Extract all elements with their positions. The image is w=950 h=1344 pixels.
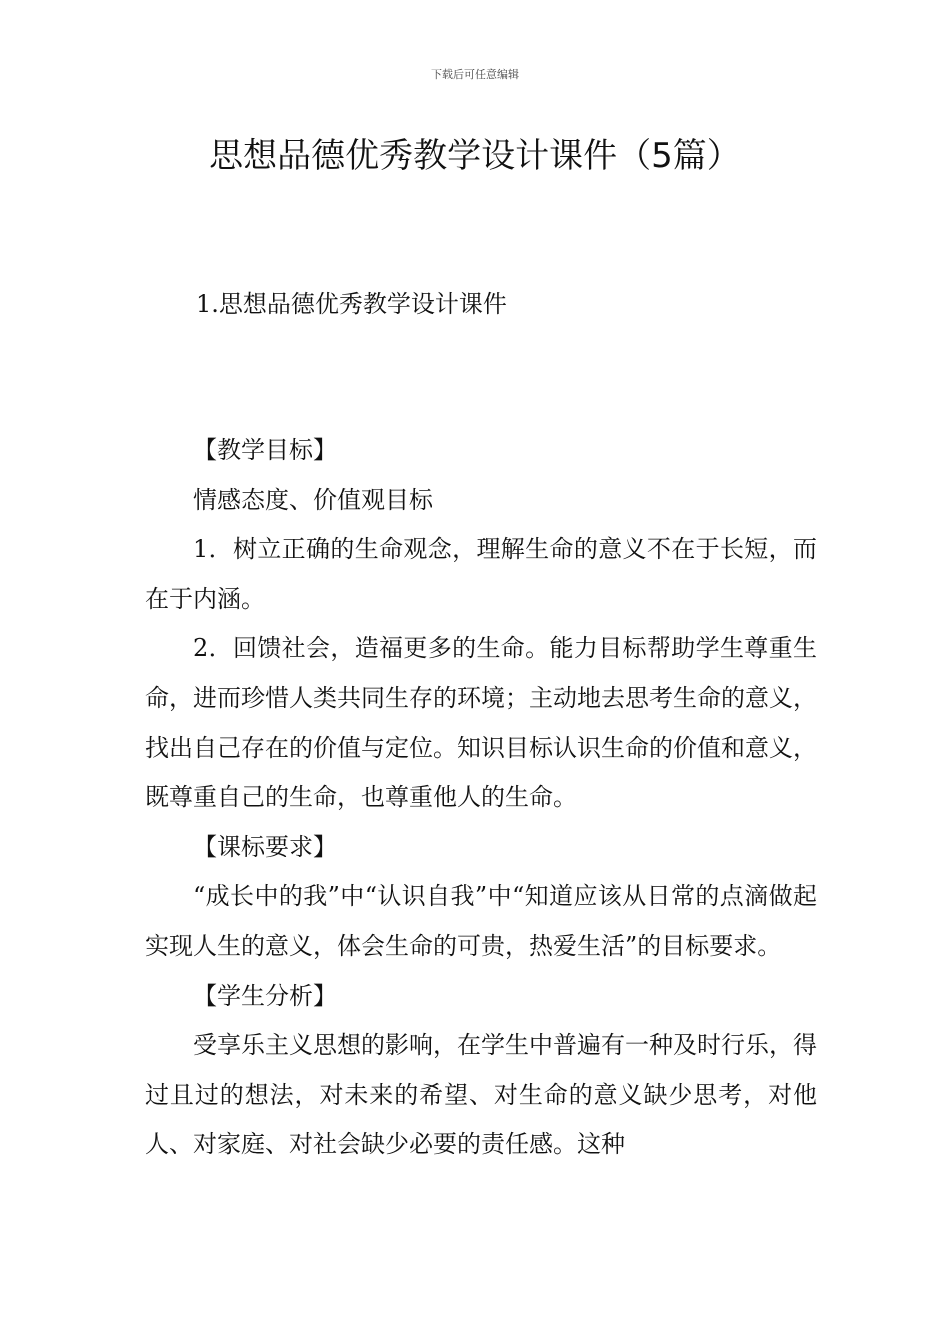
document-title: 思想品德优秀教学设计课件（5篇） <box>209 136 741 176</box>
paragraph-curriculum-requirements: “成长中的我”中“认识自我”中“知道应该从日常的点滴做起实现人生的意义，体会生命的可贵，热爱生活”的目标要求。 <box>145 882 817 960</box>
header-note: 下载后可任意编辑 <box>431 68 519 81</box>
paragraph-student-analysis: 受享乐主义思想的影响，在学生中普遍有一种及时行乐，得过且过的想法，对未来的希望、对生命的意义缺少思考，对他人、对家庭、对社会缺少必要的责任感。这种 <box>145 1031 817 1159</box>
document-body <box>145 426 817 1170</box>
paragraph-goal-1: 1．树立正确的生命观念，理解生命的意义不在于长短，而在于内涵。 <box>145 535 817 613</box>
section-title: 1.思想品德优秀教学设计课件 <box>196 290 507 318</box>
heading-student-analysis: 【学生分析】 <box>193 981 337 1010</box>
paragraph-goal-2: 2．回馈社会，造福更多的生命。能力目标帮助学生尊重生命，进而珍惜人类共同生存的环境；主动地去思考生命的意义，找出自己存在的价值与定位。知识目标认识生命的价值和意义，既尊重自己的生命，也尊重他人的生命。 <box>145 634 817 812</box>
subheading-attitude-goals: 情感态度、价值观目标 <box>193 485 433 514</box>
heading-teaching-goals: 【教学目标】 <box>193 436 337 464</box>
heading-curriculum-requirements: 【课标要求】 <box>193 832 337 861</box>
